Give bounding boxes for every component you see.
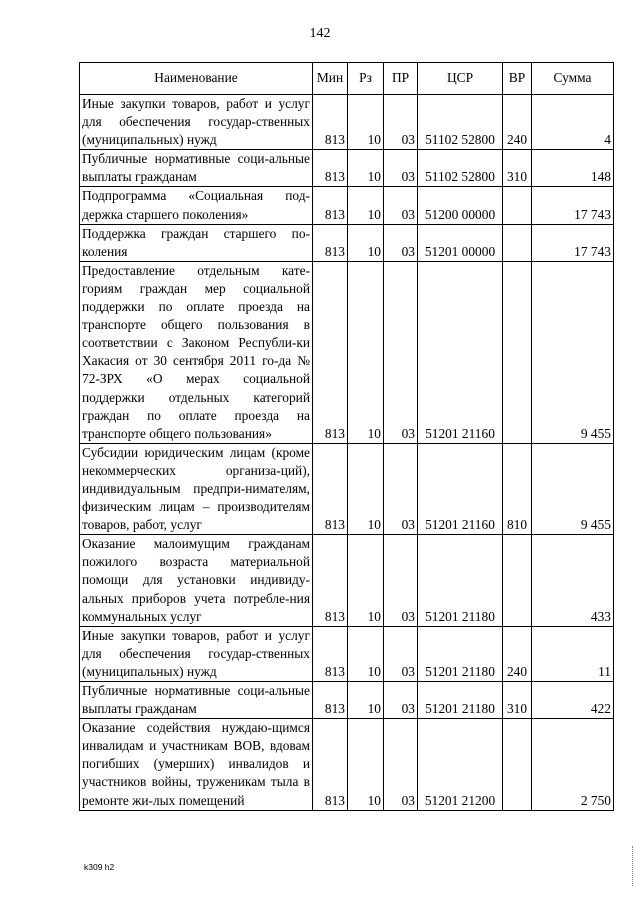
cell-csr: 51201 21180 <box>418 682 503 719</box>
header-vr: ВР <box>503 63 532 95</box>
cell-csr: 51201 21160 <box>418 261 503 443</box>
cell-min: 813 <box>313 187 348 224</box>
cell-rz: 10 <box>348 682 384 719</box>
cell-vr: 310 <box>503 682 532 719</box>
cell-min: 813 <box>313 261 348 443</box>
cell-rz: 10 <box>348 719 384 810</box>
page-number: 142 <box>309 26 331 41</box>
cell-vr <box>503 535 532 626</box>
cell-pr: 03 <box>384 719 418 810</box>
cell-csr: 51201 00000 <box>418 224 503 261</box>
cell-name: Публичные нормативные соци-альные выплаты гражданам <box>80 150 313 187</box>
cell-name: Поддержка граждан старшего по-коления <box>80 224 313 261</box>
cell-pr: 03 <box>384 224 418 261</box>
header-min: Мин <box>313 63 348 95</box>
cell-vr: 310 <box>503 150 532 187</box>
cell-rz: 10 <box>348 626 384 681</box>
cell-min: 813 <box>313 535 348 626</box>
cell-csr: 51201 21160 <box>418 443 503 534</box>
cell-sum: 422 <box>532 682 614 719</box>
cell-sum: 11 <box>532 626 614 681</box>
table-row <box>80 261 614 443</box>
header-name: Наименование <box>80 63 313 95</box>
cell-vr: 240 <box>503 626 532 681</box>
cell-pr: 03 <box>384 95 418 150</box>
cell-vr <box>503 187 532 224</box>
table-row <box>80 443 614 534</box>
table-row <box>80 95 614 150</box>
cell-pr: 03 <box>384 261 418 443</box>
cell-sum: 4 <box>532 95 614 150</box>
cell-min: 813 <box>313 150 348 187</box>
cell-sum: 9 455 <box>532 443 614 534</box>
cell-rz: 10 <box>348 261 384 443</box>
header-csr: ЦСР <box>418 63 503 95</box>
cell-pr: 03 <box>384 443 418 534</box>
cell-min: 813 <box>313 682 348 719</box>
scan-edge-mark <box>632 846 636 886</box>
cell-csr: 51201 21200 <box>418 719 503 810</box>
cell-name: Публичные нормативные соци-альные выплаты гражданам <box>80 682 313 719</box>
cell-rz: 10 <box>348 150 384 187</box>
header-sum: Сумма <box>532 63 614 95</box>
table-row <box>80 187 614 224</box>
cell-min: 813 <box>313 224 348 261</box>
cell-sum: 17 743 <box>532 224 614 261</box>
cell-sum: 148 <box>532 150 614 187</box>
cell-vr <box>503 224 532 261</box>
cell-pr: 03 <box>384 626 418 681</box>
cell-vr: 810 <box>503 443 532 534</box>
cell-rz: 10 <box>348 95 384 150</box>
header-rz: Рз <box>348 63 384 95</box>
cell-rz: 10 <box>348 535 384 626</box>
cell-name: Оказание малоимущим гражданам пожилого возраста материальной помощи для установки индивиду-альных приборов учета потребле-ния коммунальных услуг <box>80 535 313 626</box>
cell-csr: 51201 21180 <box>418 535 503 626</box>
cell-vr <box>503 719 532 810</box>
footer-code: k309 h2 <box>84 862 115 872</box>
cell-name: Предоставление отдельным кате-гориям граждан мер социальной поддержки по оплате проезда на транспорте общего пользования в соответствии с Законом Республи-ки Хакасия от 30 сентября 2011 го-да № 72-ЗРХ «О мерах социальной поддержки отдельных категорий граждан по оплате проезда на транспорте общего пользования» <box>80 261 313 443</box>
table-row <box>80 535 614 626</box>
cell-name: Иные закупки товаров, работ и услуг для обеспечения государ-ственных (муниципальных) нужд <box>80 626 313 681</box>
cell-name: Субсидии юридическим лицам (кроме некоммерческих организа-ций), индивидуальным предпри-нимателям, физическим лицам – производителям товаров, работ, услуг <box>80 443 313 534</box>
cell-csr: 51102 52800 <box>418 150 503 187</box>
table-row <box>80 682 614 719</box>
cell-pr: 03 <box>384 682 418 719</box>
table-row <box>80 626 614 681</box>
cell-name: Иные закупки товаров, работ и услуг для обеспечения государ-ственных (муниципальных) нужд <box>80 95 313 150</box>
header-pr: ПР <box>384 63 418 95</box>
cell-rz: 10 <box>348 224 384 261</box>
cell-name: Оказание содействия нуждаю-щимся инвалидам и участникам ВОВ, вдовам погибших (умерших) инвалидов и участников войны, труженикам тыла в ремонте жи-лых помещений <box>80 719 313 810</box>
cell-min: 813 <box>313 443 348 534</box>
cell-pr: 03 <box>384 535 418 626</box>
cell-csr: 51201 21180 <box>418 626 503 681</box>
cell-min: 813 <box>313 719 348 810</box>
cell-vr <box>503 261 532 443</box>
cell-csr: 51200 00000 <box>418 187 503 224</box>
cell-min: 813 <box>313 95 348 150</box>
cell-csr: 51102 52800 <box>418 95 503 150</box>
table-row <box>80 150 614 187</box>
table-header-row <box>80 63 614 95</box>
table-row <box>80 224 614 261</box>
cell-sum: 9 455 <box>532 261 614 443</box>
cell-rz: 10 <box>348 187 384 224</box>
cell-sum: 2 750 <box>532 719 614 810</box>
cell-pr: 03 <box>384 150 418 187</box>
cell-sum: 17 743 <box>532 187 614 224</box>
cell-pr: 03 <box>384 187 418 224</box>
cell-min: 813 <box>313 626 348 681</box>
budget-table <box>79 62 614 811</box>
cell-vr: 240 <box>503 95 532 150</box>
cell-sum: 433 <box>532 535 614 626</box>
table-row <box>80 719 614 810</box>
cell-name: Подпрограмма «Социальная под-держка старшего поколения» <box>80 187 313 224</box>
cell-rz: 10 <box>348 443 384 534</box>
